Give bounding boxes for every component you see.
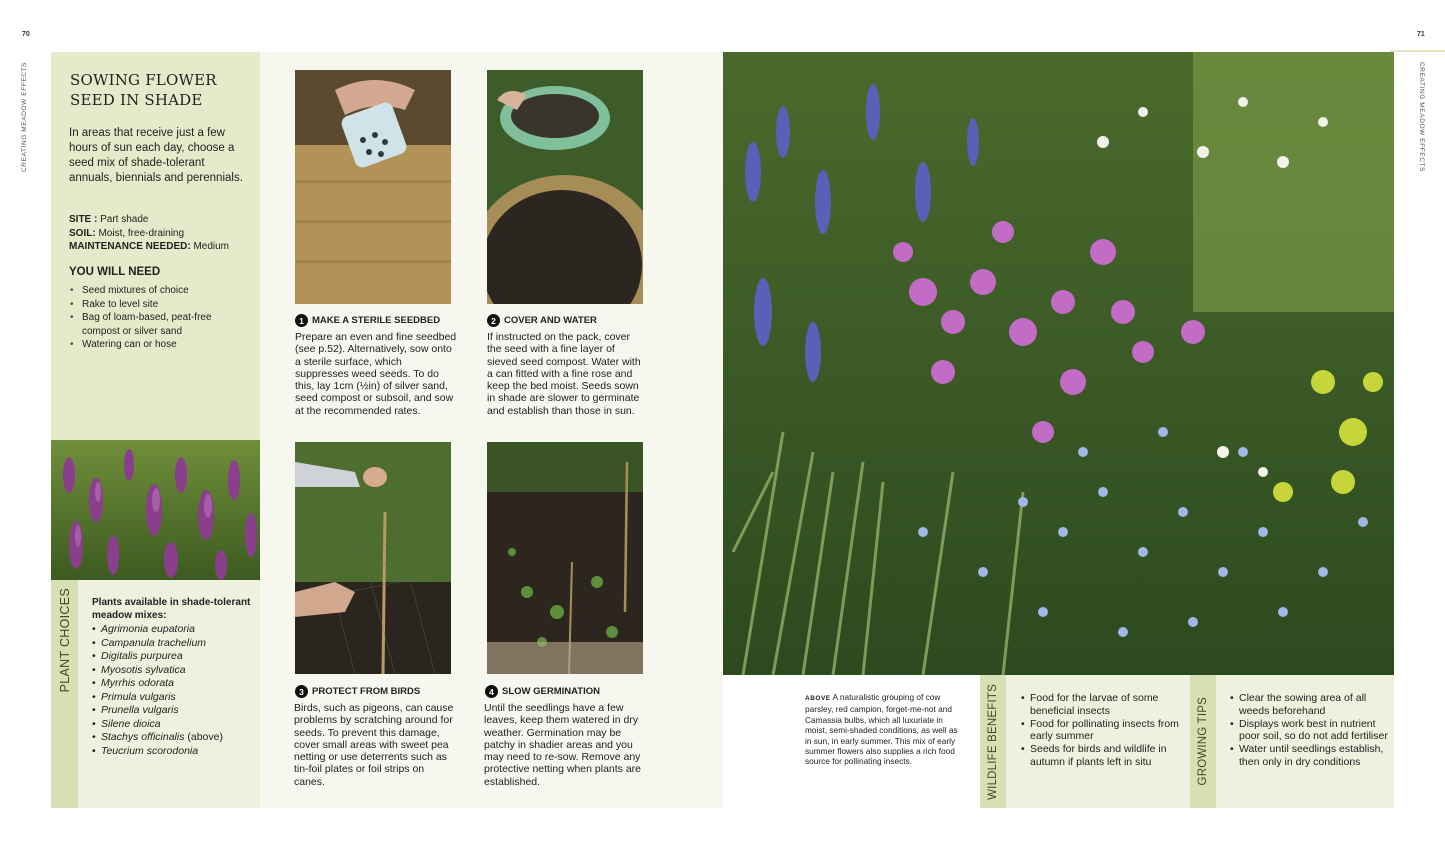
meadow-photo [723, 52, 1394, 675]
list-item: • Digitalis purpurea [92, 650, 257, 664]
step-number-badge: 1 [295, 314, 308, 327]
you-will-need-heading: YOU WILL NEED [69, 266, 161, 278]
list-item: • Rake to level site [69, 298, 249, 312]
list-item: • Agrimonia eupatoria [92, 623, 257, 637]
list-item: • Displays work best in nutrient poor soil, so do not add fertiliser [1230, 718, 1390, 744]
top-rule [1390, 50, 1445, 52]
running-head-right: CREATING MEADOW EFFECTS [1418, 62, 1425, 173]
soil-label: SOIL: [69, 227, 96, 239]
page-title: SOWING FLOWER SEED IN SHADE [70, 71, 217, 109]
site-value: Part shade [97, 214, 149, 225]
step-4-text: Until the seedlings have a few leaves, keep them watered in dry weather. Germination may be patchy in shadier areas and you may need to re-sow. Remove any protective netting when plants are established. [484, 702, 642, 788]
soil-value: Moist, free-draining [95, 227, 185, 239]
wildlife-benefits-list [1021, 692, 1183, 769]
list-item: • Food for pollinating insects from early summer [1021, 718, 1183, 744]
maintenance-value: Medium [190, 241, 230, 252]
step-number-badge: 3 [295, 685, 308, 698]
growing-tips-list [1230, 692, 1390, 769]
intro-text: In areas that receive just a few hours of sun each day, choose a seed mix of shade-tolerant annuals, biennials and perennials. [69, 127, 243, 184]
wildlife-benefits-label: WILDLIFE BENEFITS [980, 675, 1006, 808]
specs-block [69, 213, 254, 254]
step-1-photo [295, 70, 451, 304]
list-item: • Myosotis sylvatica [92, 664, 257, 678]
list-item: • Seeds for birds and wildlife in autumn if plants left in situ [1021, 743, 1183, 769]
growing-tips-label: GROWING TIPS [1190, 675, 1216, 808]
maintenance-label: MAINTENANCE NEEDED: [69, 241, 191, 252]
page-number-right: 71 [1417, 31, 1425, 38]
step-4-photo [487, 442, 643, 674]
list-item: • Silene dioica [92, 718, 257, 732]
page-number-left: 70 [22, 31, 30, 38]
list-item: • Stachys officinalis (above) [92, 731, 257, 745]
step-4-heading: 4 SLOW GERMINATION [485, 685, 600, 698]
step-1-heading: 1 MAKE A STERILE SEEDBED [295, 314, 440, 327]
running-head-left: CREATING MEADOW EFFECTS [21, 61, 28, 172]
list-item: • Teucrium scorodonia [92, 745, 257, 759]
step-3-heading: 3 PROTECT FROM BIRDS [295, 685, 420, 698]
list-item: • Watering can or hose [69, 338, 249, 352]
plant-choices-heading: Plants available in shade-tolerant meadow mixes: [92, 597, 251, 621]
plant-choices-label: PLANT CHOICES [57, 587, 72, 693]
step-2-photo [487, 70, 643, 304]
list-item: • Clear the sowing area of all weeds beforehand [1230, 692, 1390, 718]
photo-caption: ABOVE A naturalistic grouping of cow parsley, red campion, forget-me-not and Camassia bulbs, which all luxuriate in moist, semi-shaded conditions, as well as in sun, in early summer. This mix of early summer flowers also supplies a rich food source for pollinating insects. [805, 692, 958, 767]
plant-choices-list [92, 623, 257, 758]
list-item: • Bag of loam-based, peat-free compost or silver sand [69, 311, 249, 338]
step-1-text: Prepare an even and fine seedbed (see p.52). Alternatively, sow onto a sterile surface, which suppresses weed seeds. To do this, lay 1cm (½in) of silver sand, seed compost or subsoil, and sow at the recommended rates. [295, 331, 457, 417]
list-item: • Primula vulgaris [92, 691, 257, 705]
list-item: • Prunella vulgaris [92, 704, 257, 718]
step-number-badge: 4 [485, 685, 498, 698]
you-will-need-list [69, 284, 249, 352]
step-3-photo [295, 442, 451, 674]
list-item: • Food for the larvae of some beneficial insects [1021, 692, 1183, 718]
step-2-text: If instructed on the pack, cover the seed with a fine layer of sieved seed compost. Water with a can fitted with a fine rose and keep the bed moist. Seeds sown in shade are slower to germinate and establish than those in sun. [487, 331, 641, 417]
step-2-heading: 2 COVER AND WATER [487, 314, 597, 327]
list-item: • Campanula trachelium [92, 637, 257, 651]
step-3-text: Birds, such as pigeons, can cause problems by scratching around for seeds. To prevent this damage, cover small areas with sweet pea netting or use deterrents such as tin-foil plates or foil strips on canes. [294, 702, 454, 788]
list-item: • Water until seedlings establish, then only in dry conditions [1230, 743, 1390, 769]
stachys-photo [51, 440, 260, 580]
site-label: SITE : [69, 214, 98, 225]
step-number-badge: 2 [487, 314, 500, 327]
list-item: • Seed mixtures of choice [69, 284, 249, 298]
list-item: • Myrrhis odorata [92, 677, 257, 691]
